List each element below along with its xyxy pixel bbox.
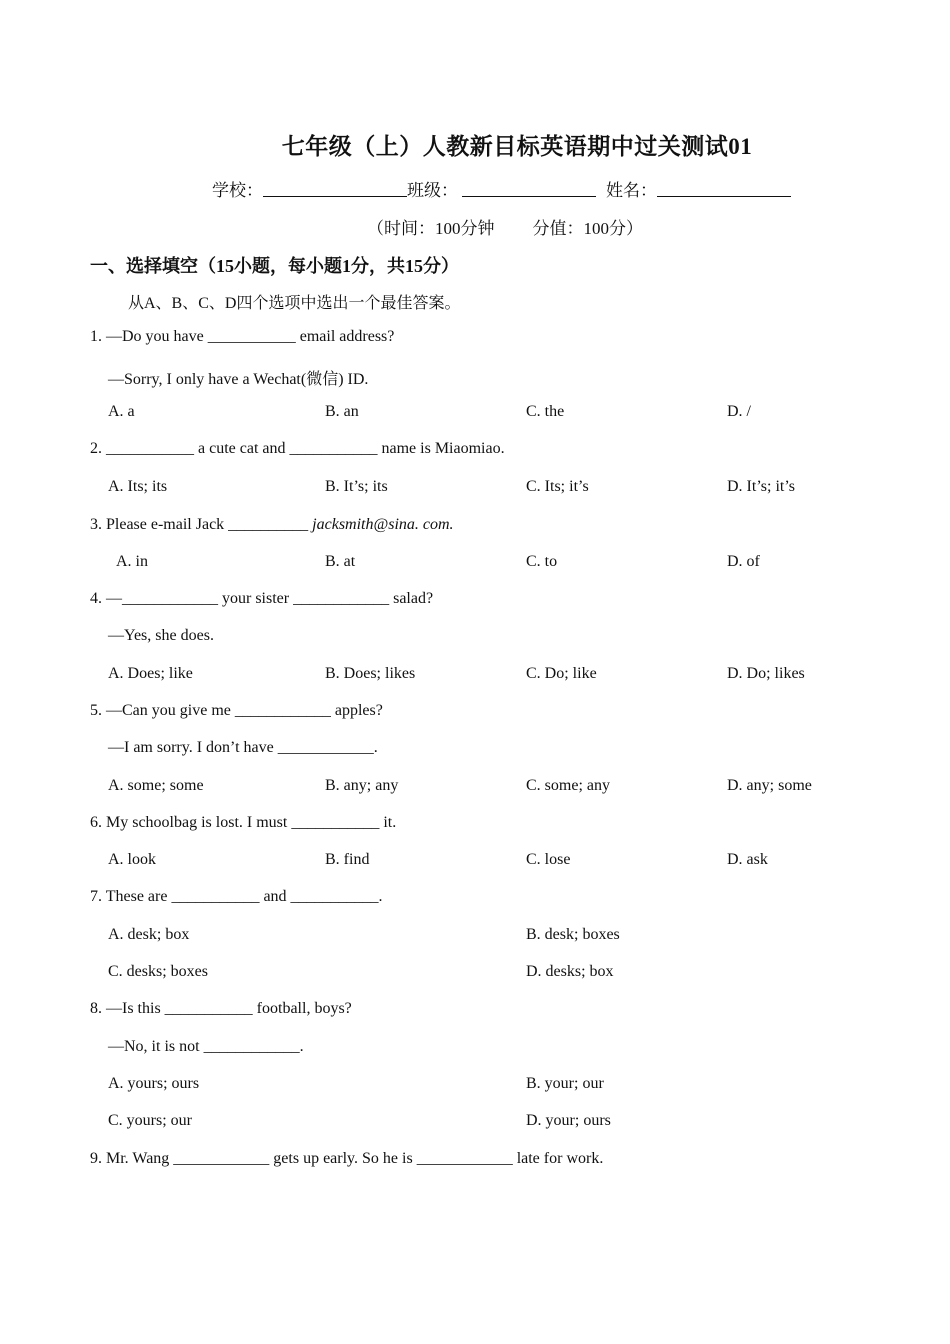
- page-title: 七年级（上）人教新目标英语期中过关测试01: [281, 134, 753, 159]
- name-blank: [657, 180, 791, 197]
- section-title: 一、选择填空（15小题，每小题1分，共15分）: [90, 256, 459, 276]
- question-5-option-b: B. any; any: [325, 777, 399, 794]
- question-8-option-b: B. your; our: [526, 1075, 604, 1092]
- class-blank: [462, 180, 596, 197]
- question-3-email: jacksmith@sina. com.: [312, 516, 454, 533]
- question-3-option-b: B. at: [325, 553, 356, 570]
- question-1-option-a: A. a: [108, 403, 135, 420]
- question-6-option-d: D. ask: [727, 851, 768, 868]
- question-8-option-a: A. yours; ours: [108, 1075, 200, 1092]
- school-blank: [263, 180, 407, 197]
- question-3-stem: [90, 516, 454, 534]
- question-6-option-a: A. look: [108, 851, 156, 868]
- question-8-response: —No, it is not ____________.: [108, 1038, 304, 1055]
- question-3-option-c: C. to: [526, 553, 558, 570]
- question-9-stem: 9. Mr. Wang ____________ gets up early. So he is ____________ late for work.: [90, 1150, 604, 1167]
- question-5-response: —I am sorry. I don’t have ____________.: [108, 739, 378, 756]
- question-7-option-b: B. desk; boxes: [526, 926, 620, 943]
- question-6-stem: 6. My schoolbag is lost. I must ___________ it.: [90, 814, 397, 831]
- question-3-option-d: D. of: [727, 553, 760, 570]
- question-1-option-b: B. an: [325, 403, 359, 420]
- question-4-response: —Yes, she does.: [108, 627, 214, 644]
- question-7-option-c: C. desks; boxes: [108, 963, 208, 980]
- question-4-stem: 4. —____________ your sister ____________ salad?: [90, 590, 434, 607]
- school-label: 学校：: [212, 181, 263, 200]
- question-7-option-a: A. desk; box: [108, 926, 190, 943]
- question-1-option-c: C. the: [526, 403, 565, 420]
- question-8-stem: 8. —Is this ___________ football, boys?: [90, 1000, 352, 1017]
- section-instruction: 从A、B、C、D四个选项中选出一个最佳答案。: [128, 295, 461, 312]
- question-2-option-d: D. It’s; it’s: [727, 478, 796, 495]
- class-label: 班级：: [407, 181, 458, 200]
- question-2-option-c: C. Its; it’s: [526, 478, 589, 495]
- question-4-option-c: C. Do; like: [526, 665, 597, 682]
- name-label: 姓名：: [606, 181, 657, 200]
- question-7-stem: 7. These are ___________ and ___________.: [90, 888, 383, 905]
- time-text: （时间：100分钟: [367, 219, 495, 238]
- question-1-stem: 1. —Do you have ___________ email address?: [90, 328, 395, 345]
- question-2-option-b: B. It’s; its: [325, 478, 388, 495]
- question-1-response: —Sorry, I only have a Wechat(微信) ID.: [108, 371, 369, 388]
- question-8-option-c: C. yours; our: [108, 1112, 192, 1129]
- question-5-option-d: D. any; some: [727, 777, 812, 794]
- question-8-option-d: D. your; ours: [526, 1112, 611, 1129]
- student-info-row: [212, 176, 791, 201]
- question-4-option-a: A. Does; like: [108, 665, 193, 682]
- question-4-option-d: D. Do; likes: [727, 665, 805, 682]
- question-4-option-b: B. Does; likes: [325, 665, 416, 682]
- question-7-option-d: D. desks; box: [526, 963, 614, 980]
- question-5-option-c: C. some; any: [526, 777, 610, 794]
- question-5-option-a: A. some; some: [108, 777, 204, 794]
- question-3-option-a: A. in: [116, 553, 148, 570]
- score-text: 分值：100分）: [532, 219, 643, 238]
- question-5-stem: 5. —Can you give me ____________ apples?: [90, 702, 383, 719]
- question-2-option-a: A. Its; its: [108, 478, 168, 495]
- question-2-stem: 2. ___________ a cute cat and ___________ name is Miaomiao.: [90, 440, 505, 457]
- question-3-text: 3. Please e-mail Jack __________: [90, 516, 309, 533]
- time-score-line: [0, 214, 950, 239]
- question-6-option-b: B. find: [325, 851, 370, 868]
- question-1-option-d: D. /: [727, 403, 751, 420]
- question-6-option-c: C. lose: [526, 851, 571, 868]
